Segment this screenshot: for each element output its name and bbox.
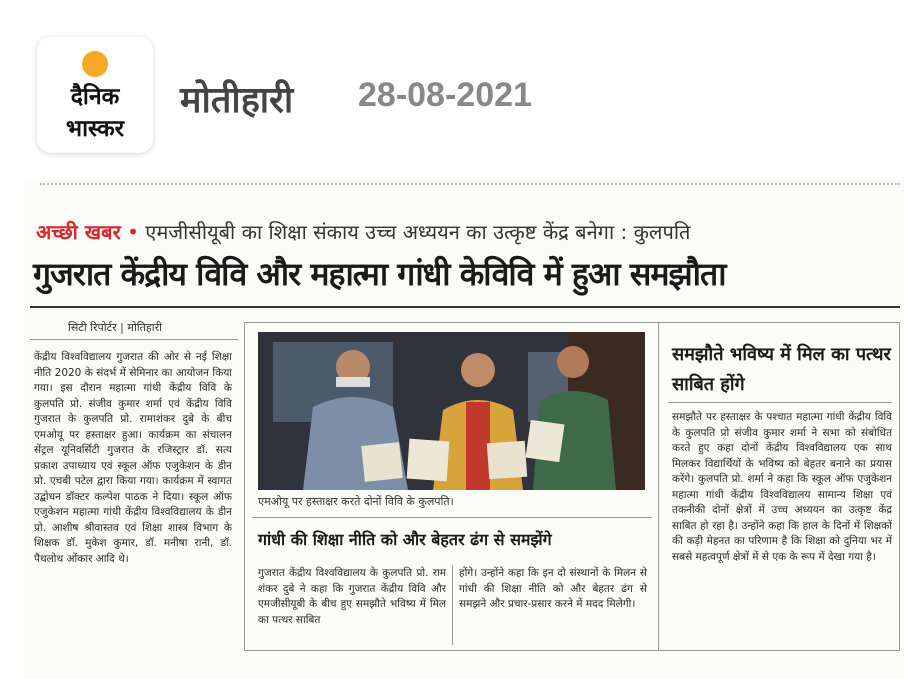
divider — [30, 306, 900, 308]
kicker-text: एमजीसीयूबी का शिक्षा संकाय उच्च अध्ययन का उत्कृष्ट केंद्र बनेगा : कुलपति — [145, 220, 691, 244]
article-headline: गुजरात केंद्रीय विवि और महात्मा गांधी केविवि में हुआ समझौता — [33, 255, 726, 293]
dainik-bhaskar-logo — [37, 37, 153, 153]
divider — [452, 565, 453, 645]
sidebar-text: समझौते पर हस्ताक्षर के पश्चात महात्मा गांधी केंद्रीय विवि के कुलपति प्रो संजीव कुमार शर्मा ने सभा को संबोधित करते हुए कहा दोनों केंद्रीय विश्वविद्यालय एक साथ मिलकर विद्यार्थियों के भविष्य को बेहतर बनाने का प्रयास करेंगे। कुलपति प्रो. शर्मा ने कहा कि स्कूल ऑफ एजुकेशन महात्मा गांधी केंद्रीय विश्वविद्यालय सामान्य शिक्षा एवं तकनीकी दोनों क्षेत्रों में उच्च अध्ययन का उत्कृष्ट केंद्र साबित हो रहा है। उन्होंने कहा कि हाल के दिनों में शिक्षकों की कड़ी मेहनत का परिणाम है कि शिक्षा को दुनिया भर में सबसे महत्वपूर्ण क्षेत्रों में से एक के रूप में देखा गया है। — [672, 411, 892, 563]
divider — [252, 517, 652, 518]
divider — [668, 402, 892, 403]
byline: सिटी रिपोर्टर | मोतिहारी — [68, 321, 162, 334]
edition-date: 28-08-2021 — [358, 76, 532, 114]
divider — [244, 650, 900, 651]
divider — [30, 339, 238, 340]
divider — [244, 322, 245, 650]
mou-signing-photo — [258, 332, 645, 490]
logo-text-line2: भास्कर — [65, 116, 125, 142]
article-subhead: गांधी की शिक्षा नीति को और बेहतर ढंग से समझेंगे — [258, 530, 552, 549]
sun-icon — [82, 51, 108, 77]
sidebar-headline: समझौते भविष्य में मिल का पत्थर साबित होंगे — [672, 344, 891, 395]
clipping-edge — [40, 183, 900, 193]
divider — [244, 322, 900, 323]
kicker-label: अच्छी खबर — [36, 220, 121, 244]
kicker-bullet: • — [127, 220, 139, 244]
article-column-1: केंद्रीय विश्वविद्यालय गुजरात की ओर से नई शिक्षा नीति 2020 के संदर्भ में सेमिनार का आयोजन किया गया। इस दौरान महात्मा गांधी केंद्रीय विवि के कुलपति प्रो. संजीव कुमार शर्मा एवं केंद्रीय विवि गुजरात के कुलपति प्रो. रामाशंकर दुबे के बीच एमओयू पर हस्ताक्षर हुआ। कार्यक्रम का संचालन सेंट्रल यूनिवर्सिटी गुजरात के रजिस्ट्रार डॉ. सत्य प्रकाश उपाध्याय एवं स्कूल ऑफ एजुकेशन के डीन प्रो. एचबी पटेल द्वारा किया गया। कार्यक्रम में स्वागत उद्बोधन डॉक्टर कल्पेश पाठक ने दिया। स्कूल ऑफ एजुकेशन महात्मा गांधी केंद्रीय विश्वविद्यालय के डीन प्रो. आशीष श्रीवास्तव एवं शिक्षा शास्त्र विभाग के शिक्षक डॉ. मुकेश कुमार, डॉ. मनीषा रानी, डॉ. पैथलोथ ओंकार आदि थे। — [34, 351, 232, 565]
article-column-3: होंगे। उन्होंने कहा कि इन दो संस्थानों के मिलन से गांधी की शिक्षा नीति को और बेहतर ढंग से समझने और प्रचार-प्रसार करने में मदद मिलेगी। — [459, 567, 647, 610]
article-kicker — [36, 218, 690, 245]
article-column-2: गुजरात केंद्रीय विश्वविद्यालय के कुलपति प्रो. राम शंकर दुबे ने कहा कि गुजरात केंद्रीय विवि और एमजीसीयूबी के बीच हुए समझौते भविष्य में मिल का पत्थर साबित — [258, 567, 446, 626]
photo-illustration — [258, 332, 645, 490]
divider — [658, 322, 659, 650]
divider — [899, 322, 900, 650]
photo-caption: एमओयू पर हस्ताक्षर करते दोनों विवि के कुलपति। — [258, 495, 454, 508]
logo-text-line1: दैनिक — [70, 84, 120, 110]
edition-city: मोतीहारी — [180, 80, 294, 121]
